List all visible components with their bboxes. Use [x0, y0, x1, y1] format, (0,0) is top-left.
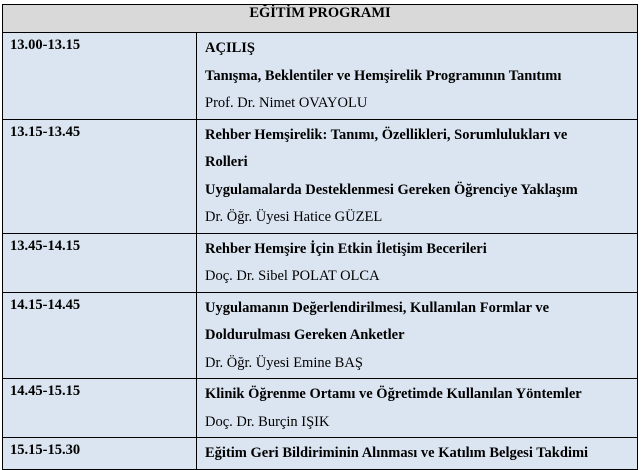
session-speaker: Prof. Dr. Nimet OVAYOLU	[205, 95, 368, 111]
session-title: AÇILIŞ	[205, 40, 255, 56]
session-time: 13.15-13.45	[3, 119, 197, 233]
session-time: 13.45-14.15	[3, 233, 197, 292]
session-topic: Rehber Hemşirelik: Tanımı, Özellikleri, Sorumlulukları ve	[205, 126, 568, 143]
session-topic: Tanışma, Beklentiler ve Hemşirelik Programının Tanıtımı	[205, 67, 562, 84]
session-topic: Rehber Hemşire İçin Etkin İletişim Becerileri	[205, 240, 487, 257]
session-content	[197, 233, 638, 292]
session-time: 15.15-15.30	[3, 438, 197, 470]
session-topic: Doldurulması Gereken Anketler	[205, 327, 405, 343]
training-program-table	[2, 4, 638, 470]
session-content	[197, 119, 638, 233]
session-topic: Eğitim Geri Bildiriminin Alınması ve Katılım Belgesi Takdimi	[205, 445, 589, 461]
table-header-row	[3, 5, 638, 33]
session-row	[3, 292, 638, 379]
session-row	[3, 119, 638, 233]
session-row	[3, 233, 638, 292]
session-topic: Klinik Öğrenme Ortamı ve Öğretimde Kullanılan Yöntemler	[205, 386, 582, 402]
session-time: 13.00-13.15	[3, 33, 197, 120]
session-row	[3, 438, 638, 470]
table-title: EĞİTİM PROGRAMI	[3, 5, 638, 33]
session-content	[197, 438, 638, 470]
session-content	[197, 292, 638, 379]
session-speaker: Dr. Öğr. Üyesi Emine BAŞ	[205, 354, 363, 371]
session-content	[197, 33, 638, 120]
session-speaker: Dr. Öğr. Üyesi Hatice GÜZEL	[205, 209, 383, 225]
session-speaker: Doç. Dr. Burçin IŞIK	[205, 413, 330, 430]
session-row	[3, 379, 638, 438]
session-speaker: Doç. Dr. Sibel POLAT OLCA	[205, 268, 380, 284]
session-content	[197, 379, 638, 438]
session-row	[3, 33, 638, 120]
session-topic: Uygulamalarda Desteklenmesi Gereken Öğrenciye Yaklaşım	[205, 181, 578, 198]
session-time: 14.15-14.45	[3, 292, 197, 379]
session-topic: Uygulamanın Değerlendirilmesi, Kullanılan Formlar ve	[205, 299, 550, 316]
session-time: 14.45-15.15	[3, 379, 197, 438]
session-topic: Rolleri	[205, 154, 248, 170]
